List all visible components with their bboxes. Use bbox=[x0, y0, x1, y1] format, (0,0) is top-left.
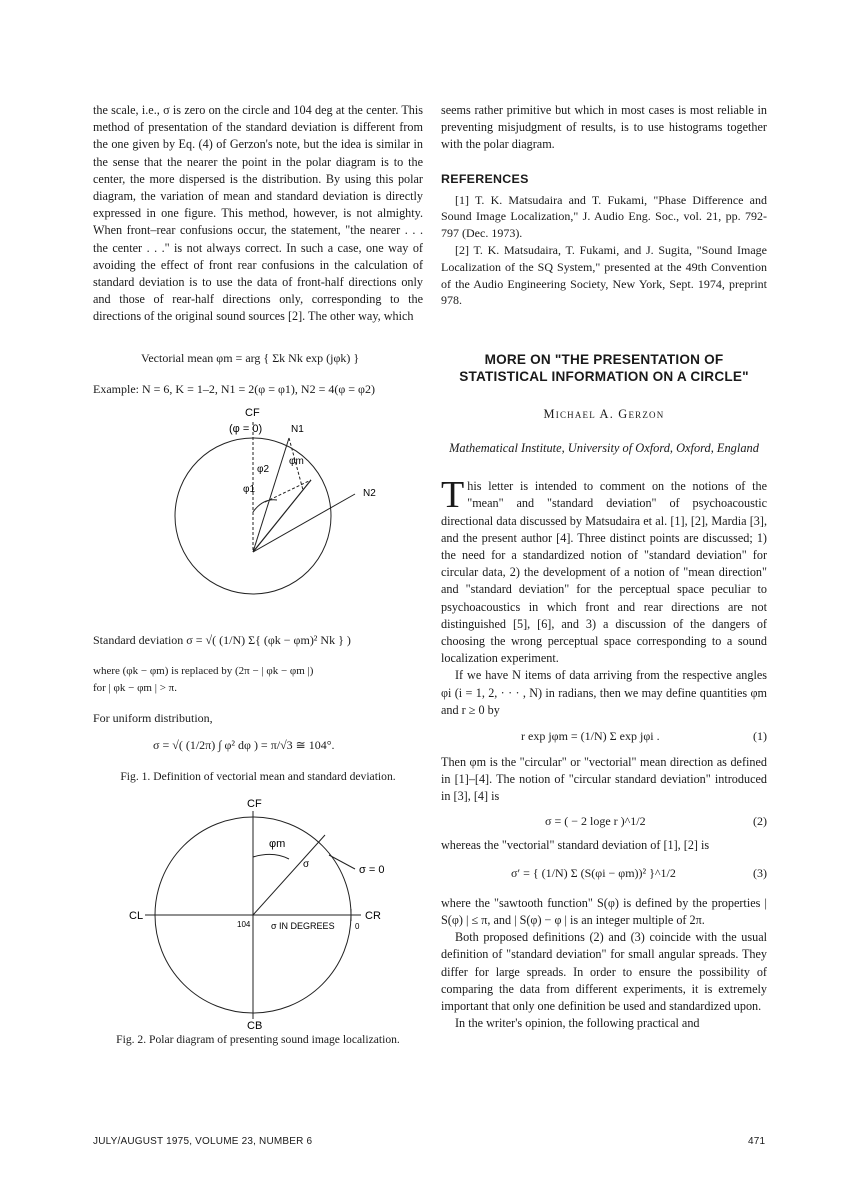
fig1-circle bbox=[175, 438, 331, 594]
fig2-in-degrees-label: σ IN DEGREES bbox=[271, 921, 335, 932]
std-dev-equation: Standard deviation σ = √( (1/N) Σ{ (φk − φm)² Nk } ) bbox=[93, 633, 351, 648]
right-paragraph-8: In the writer's opinion, the following practical and bbox=[455, 1016, 700, 1031]
uniform-equation: σ = √( (1/2π) ∫ φ² dφ ) = π/√3 ≅ 104°. bbox=[153, 737, 335, 752]
footer-journal-info: JULY/AUGUST 1975, VOLUME 23, NUMBER 6 bbox=[93, 1136, 313, 1147]
fig1-phim-label: φm bbox=[289, 456, 304, 468]
left-paragraph-1: the scale, i.e., σ is zero on the circle and 104 deg at the center. This method of presentation of the standard deviation is different from the one given by Eq. (4) of Gerzon's note, but the idea is similar in the sense that the nearer the point in the polar diagram is to the center, the more dispersed is the distribution. By using this polar diagram, the variation of mean and standard deviation is directly expressed in one figure. This method, however, is not almighty. When front–rear confusions occur, the statement, "the nearer . . . the center . . ." is not always correct. In such a case, one way of avoiding the effect of front rear confusions in the calculation of standard deviation is to use the data of front-half directions only and those of rear-half directions only, corresponding to the directions of the original sound sources [2]. The other way, which bbox=[93, 103, 423, 324]
fig1-cf-label: CF bbox=[245, 407, 260, 420]
right-paragraph-2: his letter is intended to comment on the notions of the "mean" and "standard deviation" of psychoacoustic directional data discussed by Matsudaira et al. [1], [2], Mardia [3], and the present author [4]. Three distinct points are discussed; 1) the need for a standardized notion of "standard deviation" for circular data, 2) the development of a notion of "mean direction" and "standard deviation" for the perceptual space peculiar to psychoacoustics in which front and rear directions are not distinguished [5], [6], and 3) a discussion of the dangers of choosing the wrong perceptual space corresponding to a sound localization experiment. bbox=[441, 479, 767, 666]
drop-cap: T bbox=[441, 474, 465, 517]
reference-2: [2] T. K. Matsudaira, T. Fukami, and J. Sugita, "Sound Image Localization of the SQ System," presented at the 49th Convention of the Audio Engineering Society, New York, Sept. 1974, preprint 978. bbox=[441, 243, 767, 308]
figure-2-caption: Fig. 2. Polar diagram of presenting sound image localization. bbox=[116, 1033, 400, 1047]
vectorial-mean-equation: Vectorial mean φm = arg { Σk Nk exp (jφk) } bbox=[141, 350, 360, 365]
right-paragraph-1: seems rather primitive but which in most cases is most reliable in preventing misjudgment of results, is to use histograms together with the polar diagram. bbox=[441, 103, 767, 152]
footer-page-number: 471 bbox=[748, 1136, 766, 1147]
left-column bbox=[93, 102, 423, 1048]
fig1-phi1-label: φ1 bbox=[243, 484, 256, 496]
fig2-mean-vector bbox=[253, 835, 325, 915]
right-paragraph-3: If we have N items of data arriving from the respective angles φi (i = 1, 2, · · · , N) in radians, then we may define quantities φm and r ≥ 0 by bbox=[441, 668, 767, 717]
article-title: MORE ON "THE PRESENTATION OF STATISTICAL INFORMATION ON A CIRCLE" bbox=[459, 352, 749, 385]
fig1-vector-m bbox=[253, 480, 311, 552]
equation-2-row bbox=[441, 814, 767, 829]
equation-1: r exp jφm = (1/N) Σ exp jφi . bbox=[521, 729, 660, 744]
equation-2-number: (2) bbox=[753, 813, 767, 828]
uniform-label: For uniform distribution, bbox=[93, 710, 213, 725]
fig2-edge-value: 0 bbox=[355, 922, 360, 932]
references-heading: REFERENCES bbox=[441, 171, 529, 186]
fig1-n2-label: N2 bbox=[363, 488, 376, 500]
equation-3-number: (3) bbox=[753, 865, 767, 880]
fig2-phim-label: φm bbox=[269, 838, 286, 851]
fig2-arc bbox=[253, 855, 289, 860]
fig1-phi-zero-label: (φ = 0) bbox=[229, 423, 263, 436]
fig2-cf-label: CF bbox=[247, 798, 262, 811]
fig2-center-value: 104 bbox=[237, 920, 251, 930]
fig2-pointer bbox=[329, 855, 355, 869]
right-paragraph-6: where the "sawtooth function" S(φ) is defined by the properties | S(φ) | ≤ π, and | S(φ) − φ | is an integer multiple of 2π. bbox=[441, 895, 767, 928]
right-paragraph-4: Then φm is the "circular" or "vectorial" mean direction as defined in [1]–[4]. The notion of "circular standard deviation" introduced in [3], [4] is bbox=[441, 755, 767, 804]
right-column bbox=[441, 102, 767, 1032]
right-paragraph-7: Both proposed definitions (2) and (3) coincide with the usual definition of "standard deviation" for small angular spreads. They differ for large spreads. In order to ensure the possibility of comparing the data from different experiments, it is extremely important that only one definition be used and standardized upon. bbox=[441, 930, 767, 1014]
equation-3-row bbox=[441, 866, 767, 881]
fig1-n1-label: N1 bbox=[291, 424, 304, 436]
fig1-arc bbox=[253, 500, 277, 512]
right-paragraph-5: whereas the "vectorial" standard deviation of [1], [2] is bbox=[441, 837, 710, 852]
article-affiliation: Mathematical Institute, University of Oxford, Oxford, England bbox=[449, 441, 759, 456]
reference-1: [1] T. K. Matsudaira and T. Fukami, "Phase Difference and Sound Image Localization," J. Audio Eng. Soc., vol. 21, pp. 792-797 (Dec. 1973). bbox=[441, 192, 767, 241]
figure-1-diagram bbox=[93, 402, 423, 622]
figure-1-caption: Fig. 1. Definition of vectorial mean and standard deviation. bbox=[120, 770, 396, 784]
fig2-cr-label: CR bbox=[365, 910, 381, 923]
example-equation: Example: N = 6, K = 1–2, N1 = 2(φ = φ1), N2 = 4(φ = φ2) bbox=[93, 381, 375, 396]
equation-2: σ = ( − 2 loge r )^1/2 bbox=[545, 813, 646, 828]
fig1-phi2-label: φ2 bbox=[257, 464, 270, 476]
where-line-1: where (φk − φm) is replaced by (2π − | φk − φm |) bbox=[93, 665, 314, 678]
fig2-sigma-label: σ bbox=[303, 859, 310, 871]
equation-3: σ′ = { (1/N) Σ (S(φi − φm))² }^1/2 bbox=[511, 865, 676, 880]
equation-1-number: (1) bbox=[753, 729, 767, 744]
fig2-sigma-zero-label: σ = 0 bbox=[359, 864, 385, 877]
figure-2-diagram bbox=[93, 795, 423, 1035]
equation-1-row bbox=[441, 729, 767, 744]
article-author: Michael A. Gerzon bbox=[543, 407, 665, 422]
fig2-cb-label: CB bbox=[247, 1020, 263, 1033]
where-line-2: for | φk − φm | > π. bbox=[93, 682, 177, 695]
fig2-cl-label: CL bbox=[129, 910, 144, 923]
intro-block bbox=[441, 474, 767, 667]
